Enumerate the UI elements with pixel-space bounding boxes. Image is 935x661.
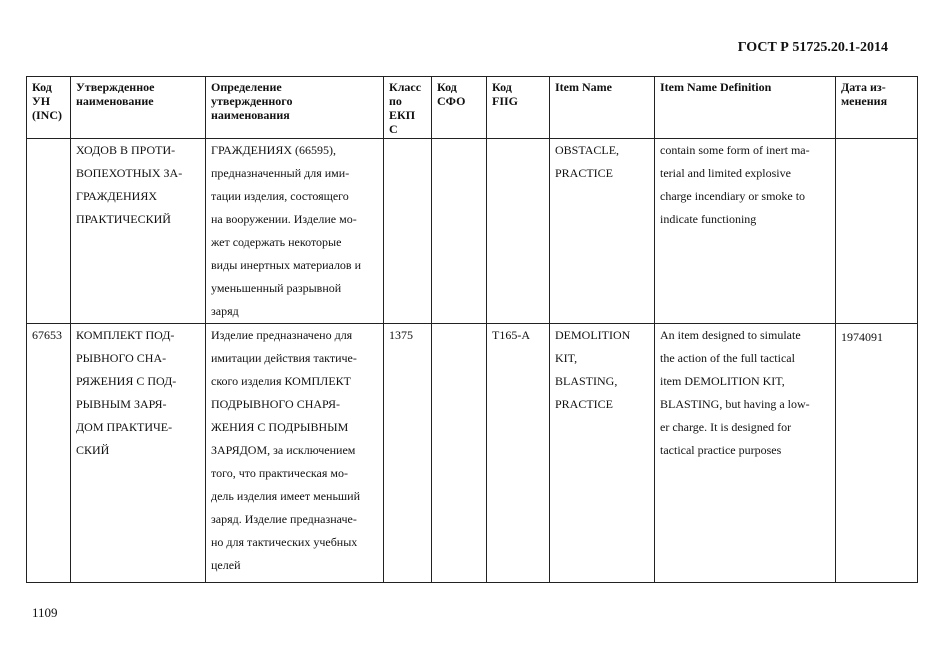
cell-definition	[206, 139, 384, 324]
text-line: Изделие предназначено для	[211, 328, 353, 342]
text-line: того, что практическая мо-	[211, 466, 348, 480]
text-line: charge incendiary or smoke to	[660, 189, 806, 203]
text-line: тации изделия, состоящего	[211, 189, 349, 203]
text-line: Item Name Definition	[660, 80, 772, 94]
text-line: жет содержать некоторые	[211, 235, 342, 249]
header-inc	[27, 77, 71, 139]
cell-class	[384, 139, 432, 324]
header-change-date	[836, 77, 918, 139]
cell-item-name-definition	[655, 139, 836, 324]
text-line: наименование	[76, 94, 154, 108]
text-line: indicate functioning	[660, 212, 757, 226]
cell-change-date	[836, 139, 918, 324]
text-line: Утвержденное	[76, 80, 155, 94]
text-line: Item Name	[555, 80, 612, 94]
cell-inc	[27, 139, 71, 324]
text-line: tactical practice purposes	[660, 443, 782, 457]
text-line: ского изделия КОМПЛЕКТ	[211, 374, 351, 388]
text-line: РЫВНОГО СНА-	[76, 351, 167, 365]
text-line: Код	[437, 80, 457, 94]
text-line: по	[389, 94, 402, 108]
text-line: (INC)	[32, 108, 62, 122]
text-line: заряд	[211, 304, 239, 318]
cell-class: 1375	[384, 324, 432, 583]
cell-change-date: 1974091	[836, 324, 918, 583]
text-line: РЫВНЫМ ЗАРЯ-	[76, 397, 167, 411]
cell-fiig: T165-A	[487, 324, 550, 583]
text-line: менения	[841, 94, 888, 108]
text-line: item DEMOLITION KIT,	[660, 374, 785, 388]
cell-fiig	[487, 139, 550, 324]
text-line: на вооружении. Изделие мо-	[211, 212, 357, 226]
text-line: BLASTING,	[555, 374, 618, 388]
text-line: PRACTICE	[555, 397, 614, 411]
text-line: ГРАЖДЕНИЯХ	[76, 189, 158, 203]
cell-inc: 67653	[27, 324, 71, 583]
table-row	[27, 324, 918, 583]
text-line: предназначенный для ими-	[211, 166, 350, 180]
text-line: Код	[492, 80, 512, 94]
header-class	[384, 77, 432, 139]
text-line: ПРАКТИЧЕСКИЙ	[76, 212, 171, 226]
text-line: наименования	[211, 108, 290, 122]
text-line: DEMOLITION	[555, 328, 631, 342]
text-line: PRACTICE	[555, 166, 614, 180]
header-sfo	[432, 77, 487, 139]
nomenclature-table	[26, 76, 918, 583]
text-line: ГРАЖДЕНИЯХ (66595),	[211, 143, 337, 157]
text-line: целей	[211, 558, 241, 572]
header-item-name	[550, 77, 655, 139]
text-line: уменьшенный разрывной	[211, 281, 342, 295]
cell-sfo	[432, 324, 487, 583]
cell-approved-name	[71, 139, 206, 324]
text-line: заряд. Изделие предназначе-	[211, 512, 357, 526]
text-line: имитации действия тактиче-	[211, 351, 357, 365]
text-line: дель изделия имеет меньший	[211, 489, 361, 503]
text-line: виды инертных материалов и	[211, 258, 362, 272]
document-code: ГОСТ Р 51725.20.1-2014	[737, 40, 888, 55]
text-line: ВОПЕХОТНЫХ ЗА-	[76, 166, 183, 180]
text-line: утвержденного	[211, 94, 293, 108]
text-line: но для тактических учебных	[211, 535, 358, 549]
cell-item-name	[550, 139, 655, 324]
text-line: УН	[32, 94, 51, 108]
cell-approved-name	[71, 324, 206, 583]
cell-definition	[206, 324, 384, 583]
text-line: ЗАРЯДОМ, за исключением	[211, 443, 356, 457]
text-line: ЖЕНИЯ С ПОДРЫВНЫМ	[211, 420, 349, 434]
table-row	[27, 139, 918, 324]
text-line: OBSTACLE,	[555, 143, 620, 157]
text-line: СКИЙ	[76, 443, 110, 457]
page-number: 1109	[32, 605, 58, 620]
header-item-name-definition	[655, 77, 836, 139]
text-line: РЯЖЕНИЯ С ПОД-	[76, 374, 177, 388]
table-header-row	[27, 77, 918, 139]
text-line: BLASTING, but having a low-	[660, 397, 810, 411]
header-definition	[206, 77, 384, 139]
text-line: contain some form of inert ma-	[660, 143, 810, 157]
text-line: ПОДРЫВНОГО СНАРЯ-	[211, 397, 340, 411]
text-line: Определение	[211, 80, 282, 94]
text-line: Класс	[389, 80, 422, 94]
text-line: terial and limited explosive	[660, 166, 791, 180]
text-line: Код	[32, 80, 52, 94]
text-line: ХОДОВ В ПРОТИ-	[76, 143, 176, 157]
text-line: ЕКП	[389, 108, 416, 122]
header-fiig	[487, 77, 550, 139]
text-line: СФО	[437, 94, 466, 108]
cell-item-name-definition	[655, 324, 836, 583]
text-line: FIIG	[492, 94, 519, 108]
text-line: С	[389, 122, 398, 136]
text-line: Дата из-	[841, 80, 886, 94]
text-line: the action of the full tactical	[660, 351, 795, 365]
cell-sfo	[432, 139, 487, 324]
cell-item-name	[550, 324, 655, 583]
header-approved-name	[71, 77, 206, 139]
text-line: ДОМ ПРАКТИЧЕ-	[76, 420, 173, 434]
text-line: er charge. It is designed for	[660, 420, 792, 434]
text-line: An item designed to simulate	[660, 328, 801, 342]
text-line: КОМПЛЕКТ ПОД-	[76, 328, 175, 342]
text-line: KIT,	[555, 351, 578, 365]
